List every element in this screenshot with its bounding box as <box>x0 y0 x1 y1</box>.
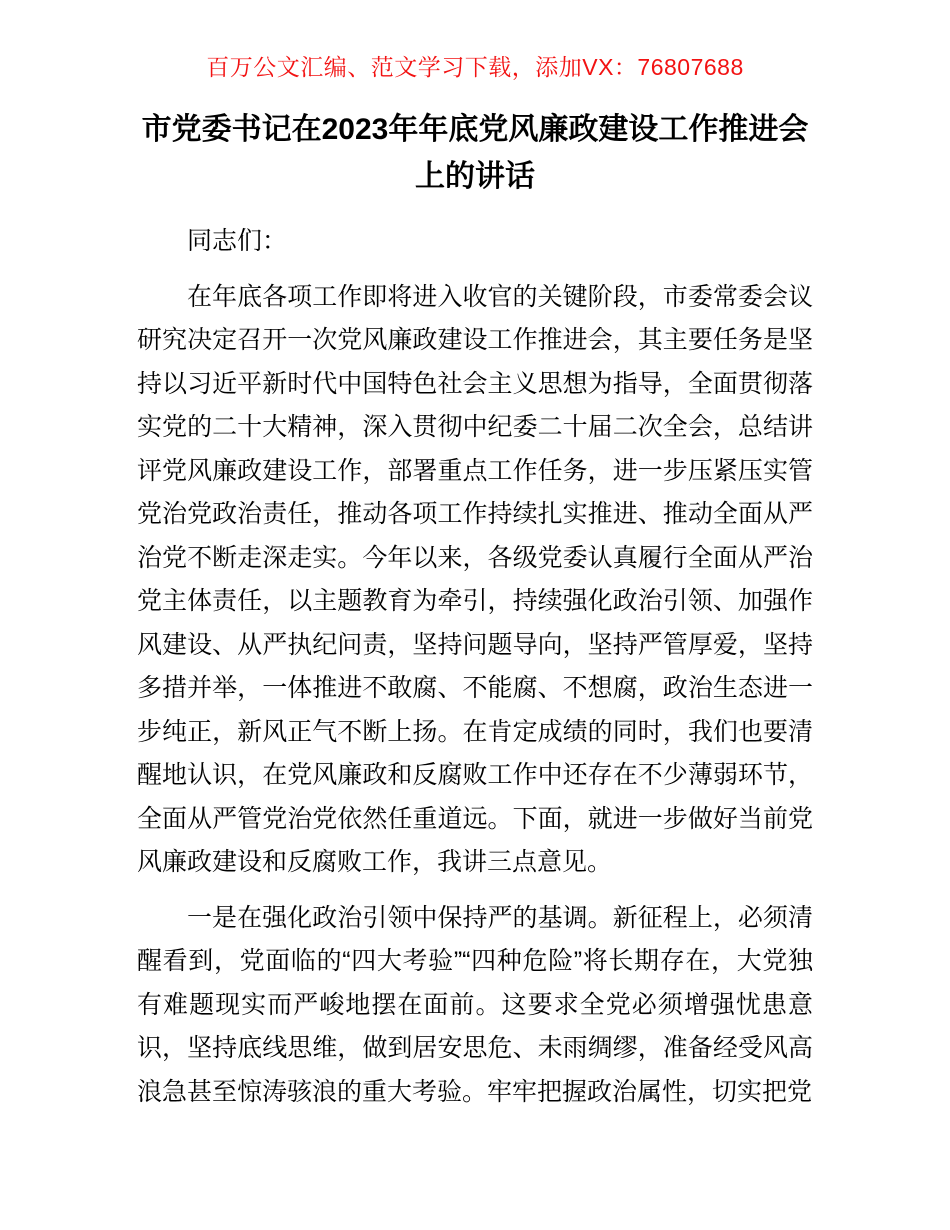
paragraph: 在年底各项工作即将进入收官的关键阶段，市委常委会议研究决定召开一次党风廉政建设工作推进会，其主要任务是坚持以习近平新时代中国特色社会主义思想为指导，全面贯彻落实党的二十大精神，深入贯彻中纪委二十届二次全会，总结讲评党风廉政建设工作，部署重点工作任务，进一步压紧压实管党治党政治责任，推动各项工作持续扎实推进、推动全面从严治党不断走深走实。今年以来，各级党委认真履行全面从严治党主体责任，以主题教育为牵引，持续强化政治引领、加强作风建设、从严执纪问责，坚持问题导向，坚持严管厚爱，坚持多措并举，一体推进不敢腐、不能腐、不想腐，政治生态进一步纯正，新风正气不断上扬。在肯定成绩的同时，我们也要清醒地认识，在党风廉政和反腐败工作中还存在不少薄弱环节，全面从严管党治党依然任重道远。下面，就进一步做好当前党风廉政建设和反腐败工作，我讲三点意见。 <box>137 282 813 876</box>
document-title: 市党委书记在2023年年底党风廉政建设工作推进会上的讲话 <box>141 113 809 193</box>
document-body <box>137 200 813 1114</box>
greeting-line: 同志们： <box>187 227 288 255</box>
paragraph: 一是在强化政治引领中保持严的基调。新征程上，必须清醒看到，党面临的“四大考验”“四种危险”将长期存在，大党独有难题现实而严峻地摆在面前。这要求全党必须增强忧患意识，坚持底线思维，做到居安思危、未雨绸缪，准备经受风高浪急甚至惊涛骇浪的重大考验。牢牢把握政治属性，切实把党 <box>137 903 813 1106</box>
watermark-text: 百万公文汇编、范文学习下载，添加VX：76807688 <box>206 54 744 80</box>
